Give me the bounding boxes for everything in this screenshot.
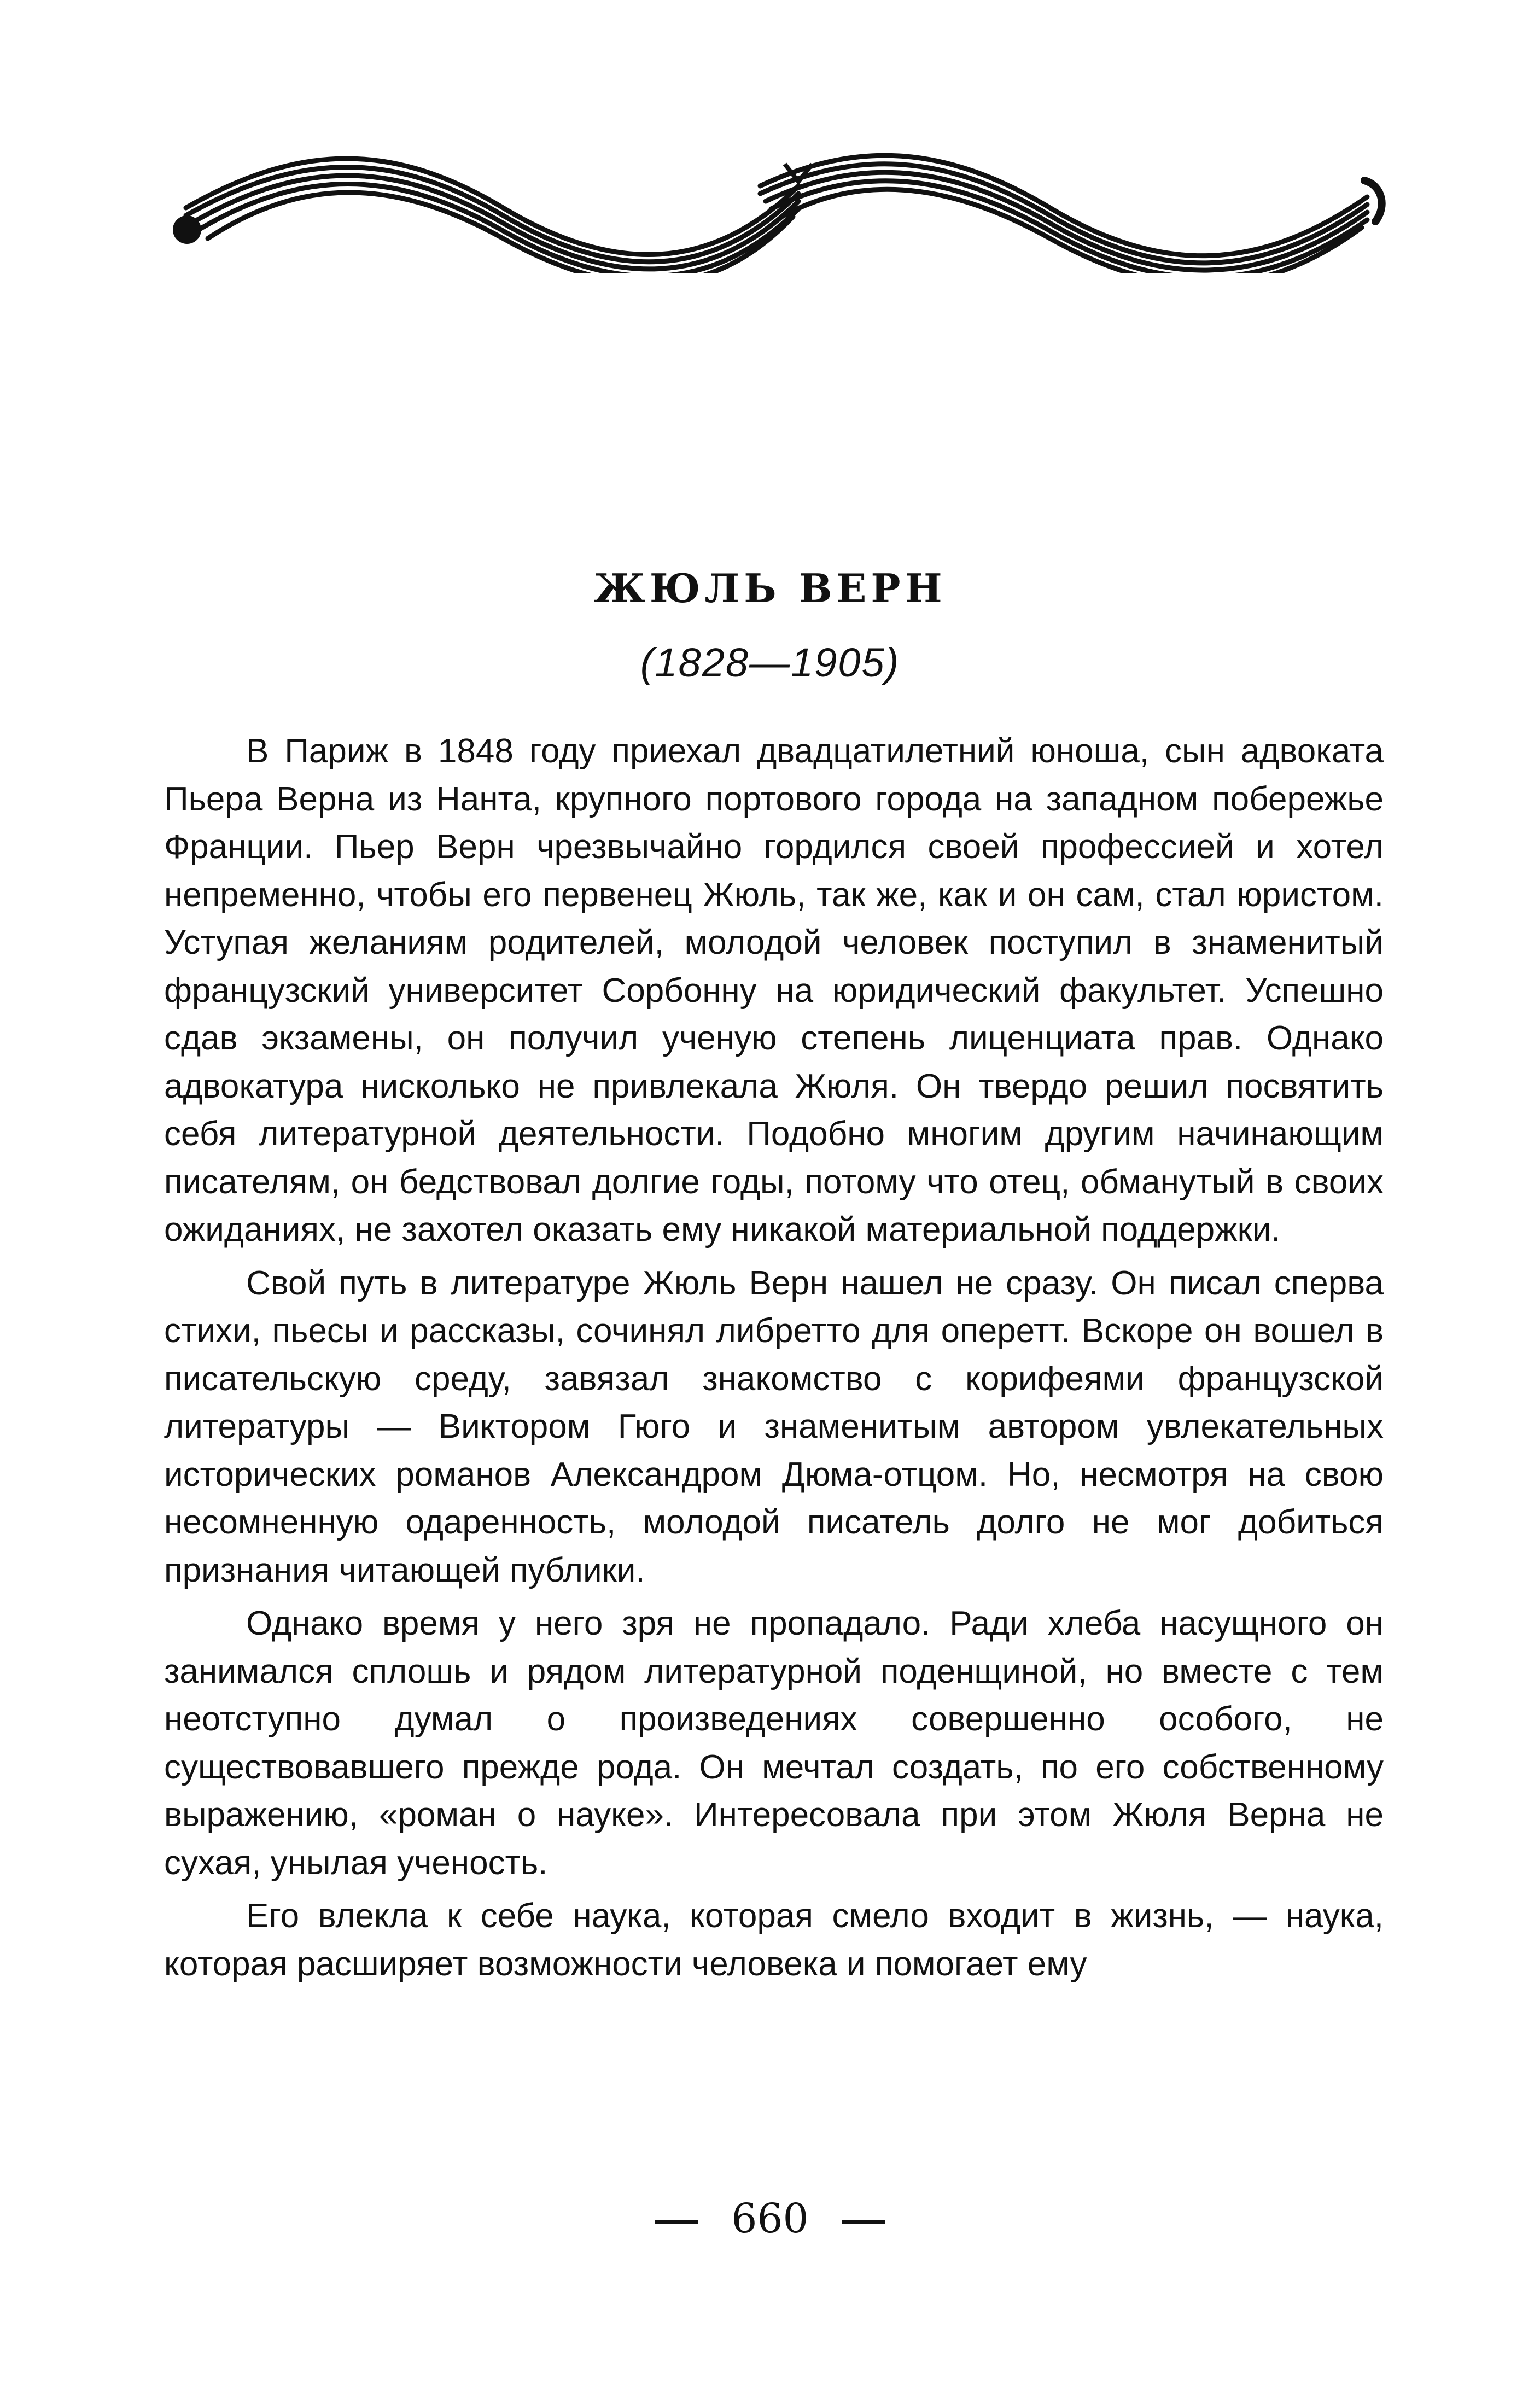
paragraph: В Париж в 1848 году приехал двадцатилетний юноша, сын адвоката Пьера Верна из Нанта, крупного портового города на западном побережье Франции. Пьер Верн чрезвычайно гордился своей профессией и хотел непременно, чтобы его первенец Жюль, так же, как и он сам, стал юристом. Уступая желаниям родителей, молодой человек поступил в знаменитый французский университет Сорбонну на юридический факультет. Успешно сдав экзамены, он получил ученую степень лиценциата прав. Однако адвокатура нисколько не привлекала Жюля. Он твердо решил посвятить себя литературной деятельности. Подобно многим другим начинающим писателям, он бедствовал долгие годы, потому что отец, обманутый в своих ожиданиях, не захотел оказать ему никакой материальной поддержки. xyxy=(164,732,1384,1249)
article-title: ЖЮЛЬ ВЕРН xyxy=(593,565,947,611)
dash-right xyxy=(842,2220,885,2224)
page-number xyxy=(0,2195,1540,2242)
dash-left xyxy=(655,2220,698,2224)
paragraph: Однако время у него зря не пропадало. Ради хлеба насущного он занимался сплошь и рядом литературной поденщиной, но вместе с тем неотступно думал о произведениях совершенно особого, не существовавшего прежде рода. Он мечтал создать, по его собственному выражению, «роман о науке». Интересовала при этом Жюля Верна не сухая, унылая ученость. xyxy=(164,1605,1384,1882)
page-number-value: 660 xyxy=(731,2195,809,2242)
paragraph: Его влекла к себе наука, которая смело входит в жизнь, — наука, которая расширяет возможности человека и помогает ему xyxy=(164,1897,1384,1983)
article-dates: (1828—1905) xyxy=(640,640,900,685)
paragraph: Свой путь в литературе Жюль Верн нашел не сразу. Он писал сперва стихи, пьесы и рассказы, сочинял либретто для оперетт. Вскоре он вошел в писательскую среду, завязал знакомство с корифеями французской литературы — Виктором Гюго и знаменитым автором увлекательных исторических романов Александром Дюма-отцом. Но, несмотря на свою несомненную одаренность, молодой писатель долго не мог добиться признания читающей публики. xyxy=(164,1264,1384,1589)
article-body xyxy=(164,727,1384,1993)
wavy-scroll-ornament-icon xyxy=(164,148,1395,273)
